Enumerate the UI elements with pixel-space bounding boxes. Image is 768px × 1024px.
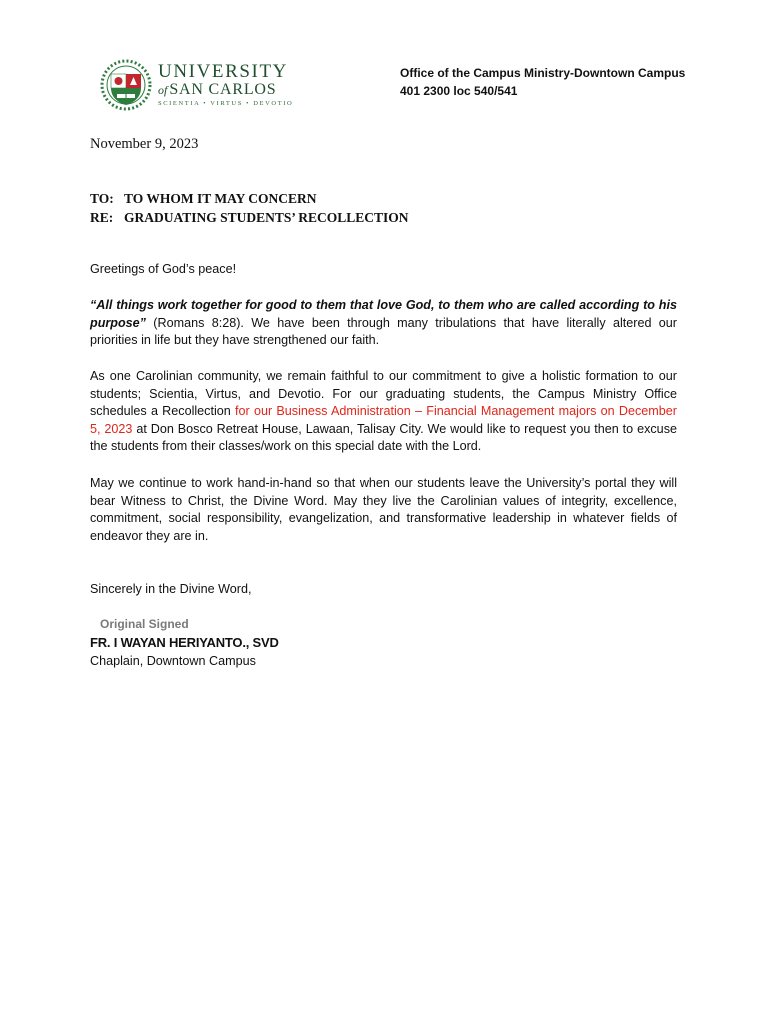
greeting: Greetings of God’s peace! <box>90 262 237 276</box>
closing: Sincerely in the Divine Word, <box>90 582 252 596</box>
re-line <box>90 208 409 227</box>
to-line <box>90 189 409 208</box>
university-line1: UNIVERSITY <box>158 61 288 82</box>
paragraph-recollection <box>90 368 677 456</box>
recollection-end: at Don Bosco Retreat House, Lawaan, Talisay City. We would like to request you then to excuse the students from their classes/work on this special date with the Lord. <box>90 421 677 453</box>
scripture-quote: “All things work together for good to them that love God, to them who are called according to his purpose” <box>90 298 677 330</box>
university-of: of <box>158 83 168 97</box>
university-san-carlos: SAN CARLOS <box>169 81 277 98</box>
office-contact <box>400 64 685 100</box>
office-phone: 401 2300 loc 540/541 <box>400 84 518 98</box>
recollection-highlight: for our Business Administration – Financial Management majors on December 5, 2023 <box>90 404 678 436</box>
recollection-start: As one Carolinian community, we remain faithful to our commitment to give a holistic formation to our students; Scientia, Virtus, and Devotio. For our graduating students, the Campus Ministry Office schedules a Recollection <box>90 369 677 418</box>
original-signed-note: Original Signed <box>100 617 189 631</box>
scripture-rest: (Romans 8:28). We have been through many tribulations that have literally altered our priorities in life but they have strengthened our faith. <box>90 315 677 347</box>
to-label: TO: <box>90 191 114 206</box>
re-label: RE: <box>90 210 114 225</box>
paragraph-values: May we continue to work hand-in-hand so that when our students leave the University’s portal they will bear Witness to Christ, the Divine Word. May they live the Carolinian values of integrity, excellence, commitment, social responsibility, evangelization, and transformative leadership in whatever fields of endeavor they are in. <box>90 476 677 543</box>
university-line2 <box>158 81 308 99</box>
re-value: GRADUATING STUDENTS’ RECOLLECTION <box>124 210 409 225</box>
university-logo <box>98 58 308 112</box>
office-name: Office of the Campus Ministry-Downtown Campus <box>400 66 686 80</box>
to-value: TO WHOM IT MAY CONCERN <box>124 191 317 206</box>
university-seal-icon <box>98 58 154 112</box>
paragraph-scripture <box>90 297 677 350</box>
university-wordmark <box>158 63 308 107</box>
university-motto: SCIENTIA • VIRTUS • DEVOTIO <box>158 100 294 107</box>
letter-addressing <box>90 189 409 227</box>
letter-date: November 9, 2023 <box>90 136 199 152</box>
signatory-title: Chaplain, Downtown Campus <box>90 654 256 668</box>
signatory-name: FR. I WAYAN HERIYANTO., SVD <box>90 635 279 650</box>
